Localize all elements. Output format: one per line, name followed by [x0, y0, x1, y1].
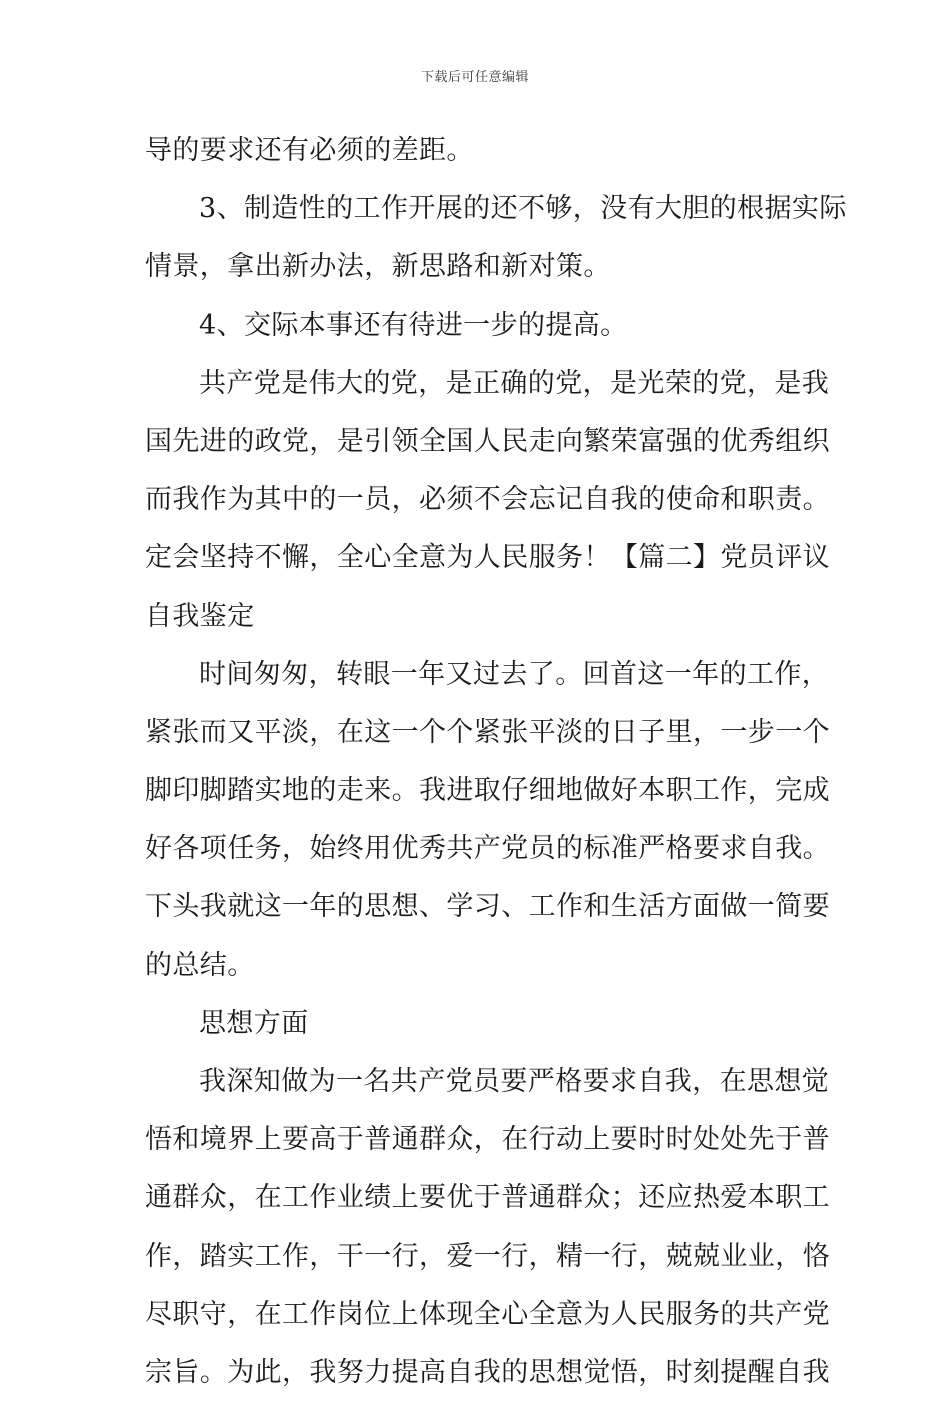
- page-header: 下载后可任意编辑: [420, 70, 529, 85]
- text-line: 情景，拿出新办法，新思路和新对策。: [145, 251, 611, 283]
- text-line: 作，踏实工作，干一行，爱一行，精一行，兢兢业业，恪: [145, 1240, 830, 1272]
- text-line: 共产党是伟大的党，是正确的党，是光荣的党，是我: [199, 367, 830, 399]
- text-line: 思想方面: [199, 1007, 309, 1039]
- text-line: 下头我就这一年的思想、学习、工作和生活方面做一简要: [145, 891, 830, 923]
- text-line: 3、制造性的工作开展的还不够，没有大胆的根据实际: [199, 193, 847, 225]
- text-line: 自我鉴定: [145, 600, 255, 632]
- text-line: 国先进的政党，是引领全国人民走向繁荣富强的优秀组织: [145, 425, 830, 457]
- document-body: [145, 122, 847, 1402]
- text-line: 4、交际本事还有待进一步的提高。: [199, 309, 628, 341]
- text-line: 而我作为其中的一员，必须不会忘记自我的使命和职责。: [145, 484, 830, 516]
- text-line: 宗旨。为此，我努力提高自我的思想觉悟，时刻提醒自我: [145, 1356, 830, 1388]
- text-line: 时间匆匆，转眼一年又过去了。回首这一年的工作，: [199, 658, 830, 690]
- text-line: 紧张而又平淡，在这一个个紧张平淡的日子里，一步一个: [145, 716, 830, 748]
- text-line: 脚印脚踏实地的走来。我进取仔细地做好本职工作，完成: [145, 775, 830, 807]
- text-line: 好各项任务，始终用优秀共产党员的标准严格要求自我。: [145, 833, 830, 865]
- text-line: 导的要求还有必须的差距。: [145, 135, 474, 166]
- text-line: 定会坚持不懈，全心全意为人民服务！【篇二】党员评议: [145, 542, 830, 574]
- text-line: 的总结。: [145, 949, 255, 981]
- text-line: 通群众，在工作业绩上要优于普通群众；还应热爱本职工: [145, 1182, 830, 1214]
- text-line: 悟和境界上要高于普通群众，在行动上要时时处处先于普: [145, 1124, 830, 1156]
- text-line: 我深知做为一名共产党员要严格要求自我，在思想觉: [199, 1066, 830, 1097]
- text-line: 尽职守，在工作岗位上体现全心全意为人民服务的共产党: [145, 1298, 830, 1330]
